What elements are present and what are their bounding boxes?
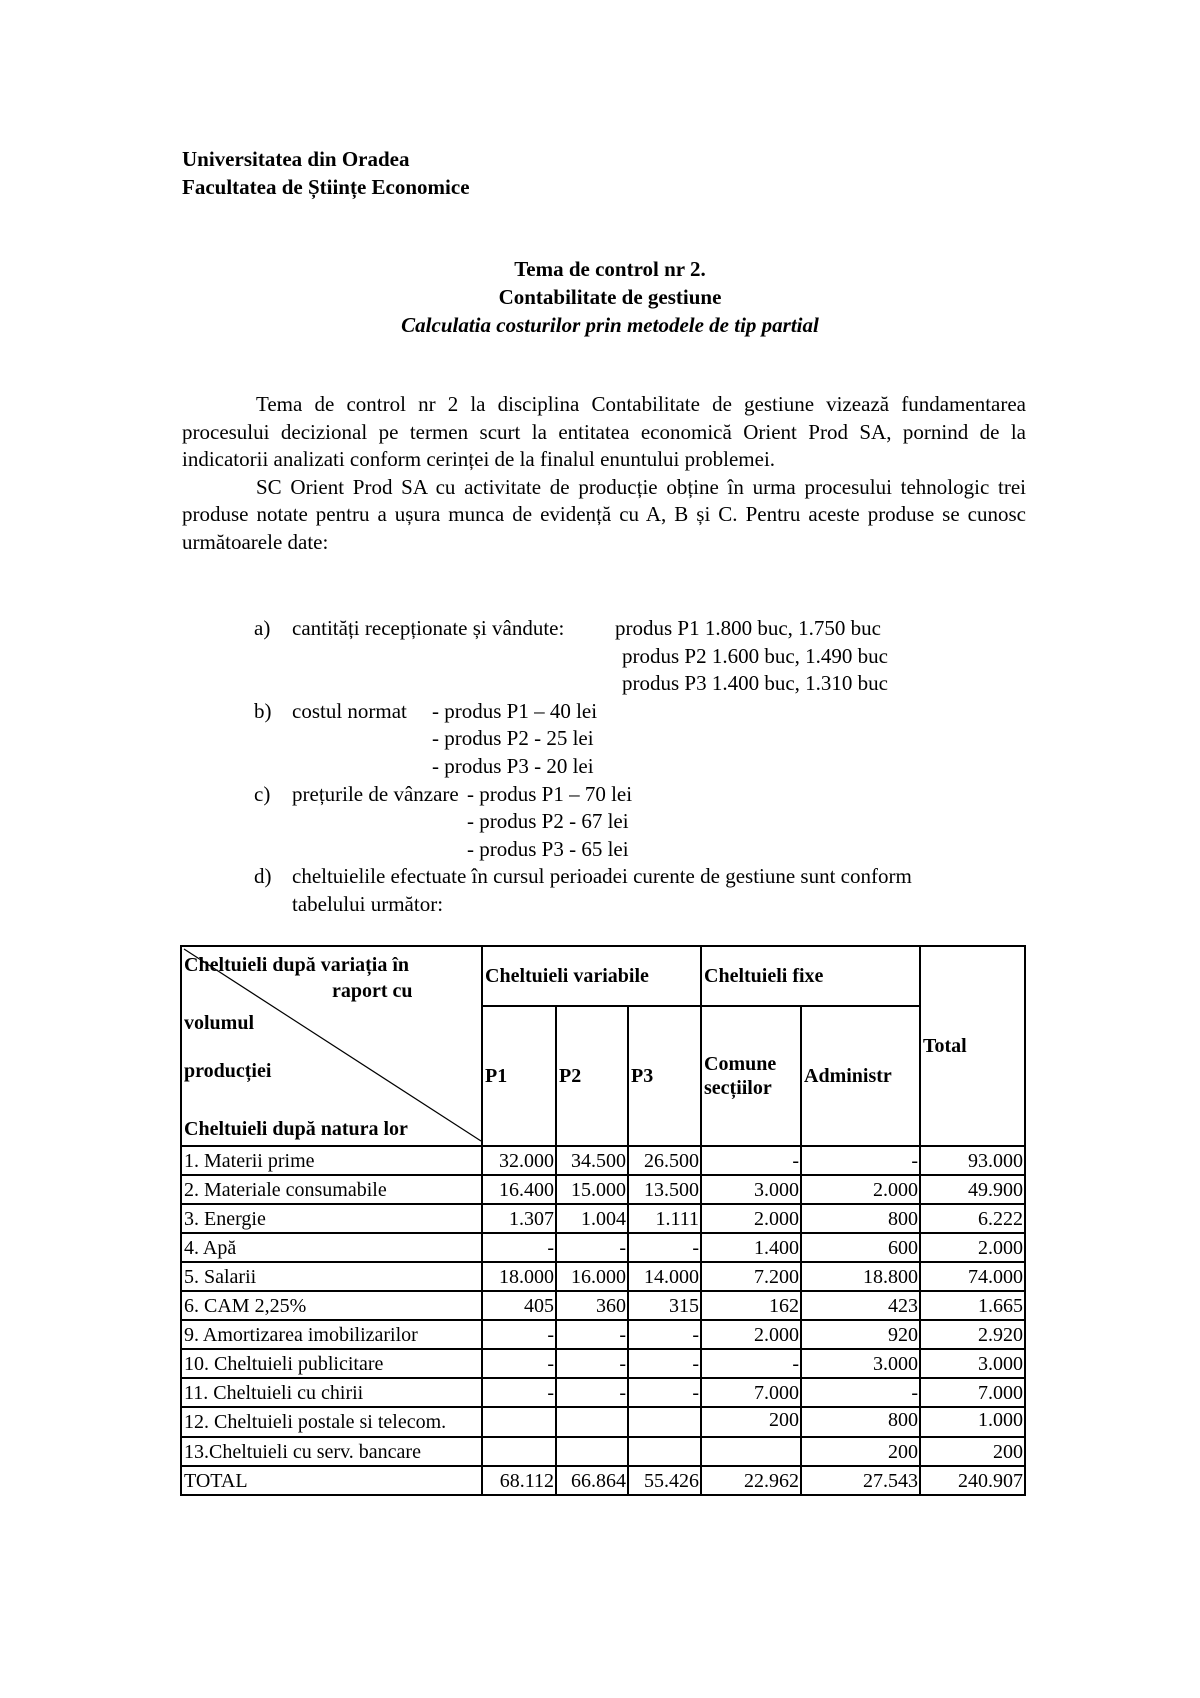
cell-p2 [556,1437,628,1466]
cell-p1: 16.400 [482,1175,556,1204]
cell-total: 1.000 [920,1407,1025,1437]
row-label: 10. Cheltuieli publicitare [181,1349,482,1378]
cell-total: 240.907 [920,1466,1025,1495]
row-label: 6. CAM 2,25% [181,1291,482,1320]
cell-total: 1.665 [920,1291,1025,1320]
row-label: 9. Amortizarea imobilizarilor [181,1320,482,1349]
table-row [181,1146,1025,1175]
cell-administr: 800 [801,1407,920,1437]
corner-label-bottom: Cheltuieli după natura lor [184,1118,408,1140]
cell-total: 49.900 [920,1175,1025,1204]
cell-p2: 15.000 [556,1175,628,1204]
list-value: produs P3 1.400 buc, 1.310 buc [622,671,888,696]
header-variable-costs: Cheltuieli variabile [482,946,701,1006]
table-total-row [181,1466,1025,1495]
cell-p3: 13.500 [628,1175,701,1204]
header-administr: Administr [801,1006,920,1146]
cell-p2: 1.004 [556,1204,628,1233]
list-marker: d) [254,864,272,889]
cell-comune: - [701,1349,801,1378]
cell-p2: 34.500 [556,1146,628,1175]
cell-p3: - [628,1320,701,1349]
row-label: 4. Apă [181,1233,482,1262]
header-p3: P3 [628,1006,701,1146]
cell-p1: - [482,1320,556,1349]
cell-administr: 200 [801,1437,920,1466]
list-value: - produs P1 – 70 lei [467,781,633,806]
cell-comune: 2.000 [701,1204,801,1233]
cell-administr: 18.800 [801,1262,920,1291]
cell-total: 7.000 [920,1378,1025,1407]
corner-label-top2: raport cu [332,980,413,1002]
list-marker: a) [254,616,271,640]
cell-p2: - [556,1378,628,1407]
cell-administr: 27.543 [801,1466,920,1495]
table-row [181,1320,1025,1349]
row-label: 13.Cheltuieli cu serv. bancare [181,1437,482,1466]
cell-total: 2.920 [920,1320,1025,1349]
paragraph-2: SC Orient Prod SA cu activitate de producție obține în urma procesului tehnologic trei produse notate pentru a ușura munca de evidență cu A, B și C. Pentru aceste produse se cunosc următoarele date: [182,474,1026,554]
cell-p2: - [556,1233,628,1262]
header-p2: P2 [556,1006,628,1146]
table-row [181,1378,1025,1407]
cell-p3: 26.500 [628,1146,701,1175]
cell-total: 3.000 [920,1349,1025,1378]
cell-administr: 600 [801,1233,920,1262]
header-fixed-costs: Cheltuieli fixe [701,946,920,1006]
cell-p3: - [628,1378,701,1407]
cell-p3: - [628,1233,701,1262]
table-row [181,1175,1025,1204]
cell-administr: 920 [801,1320,920,1349]
cell-comune: 7.200 [701,1262,801,1291]
corner-label-top: Cheltuieli după variația în [184,954,410,976]
cell-p1: 32.000 [482,1146,556,1175]
cell-total: 74.000 [920,1262,1025,1291]
row-label: TOTAL [181,1466,482,1495]
cell-total: 200 [920,1437,1025,1466]
cell-comune [701,1437,801,1466]
corner-header-cell [181,946,482,1146]
table-row [181,1349,1025,1378]
cell-total: 2.000 [920,1233,1025,1262]
cell-comune: 7.000 [701,1378,801,1407]
subject-title: Contabilitate de gestiune [498,285,722,309]
list-value: - produs P2 - 67 lei [467,809,629,834]
cell-p3: - [628,1349,701,1378]
corner-label-mid: volumul [184,1012,255,1034]
cell-p1: - [482,1233,556,1262]
list-label: prețurile de vânzare [292,781,459,806]
cell-p3: 55.426 [628,1466,701,1495]
list-value: - produs P2 - 25 lei [432,726,594,751]
cell-p1: - [482,1349,556,1378]
cell-p2: 360 [556,1291,628,1320]
cell-comune: 3.000 [701,1175,801,1204]
institution-header [182,145,470,201]
cell-p1: 405 [482,1291,556,1320]
cell-comune: 1.400 [701,1233,801,1262]
cell-administr: 423 [801,1291,920,1320]
cell-comune: 22.962 [701,1466,801,1495]
list-label: cheltuielile efectuate în cursul perioadei curente de gestiune sunt conform [292,864,912,889]
cell-p1: - [482,1378,556,1407]
list-value: - produs P1 – 40 lei [432,698,598,723]
cell-p3 [628,1407,701,1437]
table-row [181,1262,1025,1291]
corner-label-mid2: producției [184,1060,272,1082]
table-row [181,1204,1025,1233]
cell-comune: 2.000 [701,1320,801,1349]
cell-p2: - [556,1320,628,1349]
header-total: Total [920,946,1025,1146]
document-titles [0,255,1200,339]
row-label: 2. Materiale consumabile [181,1175,482,1204]
cell-administr: - [801,1146,920,1175]
cell-p1: 1.307 [482,1204,556,1233]
cell-p3: 1.111 [628,1204,701,1233]
list-value: produs P1 1.800 buc, 1.750 buc [615,616,881,640]
list-label: tabelului următor: [292,891,444,916]
table-row [181,1437,1025,1466]
cell-administr: 800 [801,1204,920,1233]
document-subtitle: Calculatia costurilor prin metodele de tip partial [401,313,819,337]
cell-p3 [628,1437,701,1466]
cell-comune: - [701,1146,801,1175]
row-label: 1. Materii prime [181,1146,482,1175]
table-row [181,1291,1025,1320]
cell-p1 [482,1437,556,1466]
list-label: cantități recepționate și vândute: [292,616,565,640]
header-p1: P1 [482,1006,556,1146]
cell-p1 [482,1407,556,1437]
paragraph-1: Tema de control nr 2 la disciplina Contabilitate de gestiune vizează fundamentarea procesului decizional pe termen scurt la entitatea economică Orient Prod SA, pornind de la indicatorii analizati conform cerinței de la finalul enuntului problemei. [182,392,1026,472]
row-label: 3. Energie [181,1204,482,1233]
cell-p2: 66.864 [556,1466,628,1495]
list-value: produs P2 1.600 buc, 1.490 buc [622,643,888,668]
list-value: - produs P3 - 20 lei [432,753,594,778]
row-label: 12. Cheltuieli postale si telecom. [181,1407,482,1437]
list-value: - produs P3 - 65 lei [467,836,629,861]
list-marker: b) [254,698,272,723]
cost-table [180,945,1026,1496]
intro-text [182,391,1026,557]
cell-comune: 162 [701,1291,801,1320]
list-label: costul normat [292,698,407,723]
table-row [181,1233,1025,1262]
cell-p2: - [556,1349,628,1378]
cell-p2 [556,1407,628,1437]
cell-p3: 315 [628,1291,701,1320]
list-marker: c) [254,781,271,806]
header-comune-sectiilor: Comune secțiilor [701,1006,801,1146]
row-label: 11. Cheltuieli cu chirii [181,1378,482,1407]
cell-p2: 16.000 [556,1262,628,1291]
document-title: Tema de control nr 2. [514,257,706,281]
cell-total: 93.000 [920,1146,1025,1175]
cell-comune: 200 [701,1407,801,1437]
cell-administr: 3.000 [801,1349,920,1378]
cell-p3: 14.000 [628,1262,701,1291]
table-header-row [181,946,1025,1006]
cell-p1: 68.112 [482,1466,556,1495]
cell-total: 6.222 [920,1204,1025,1233]
row-label: 5. Salarii [181,1262,482,1291]
university-name: Universitatea din Oradea [182,147,410,171]
table-row [181,1407,1025,1437]
cell-administr: - [801,1378,920,1407]
cell-administr: 2.000 [801,1175,920,1204]
cell-p1: 18.000 [482,1262,556,1291]
faculty-name: Facultatea de Științe Economice [182,175,470,199]
